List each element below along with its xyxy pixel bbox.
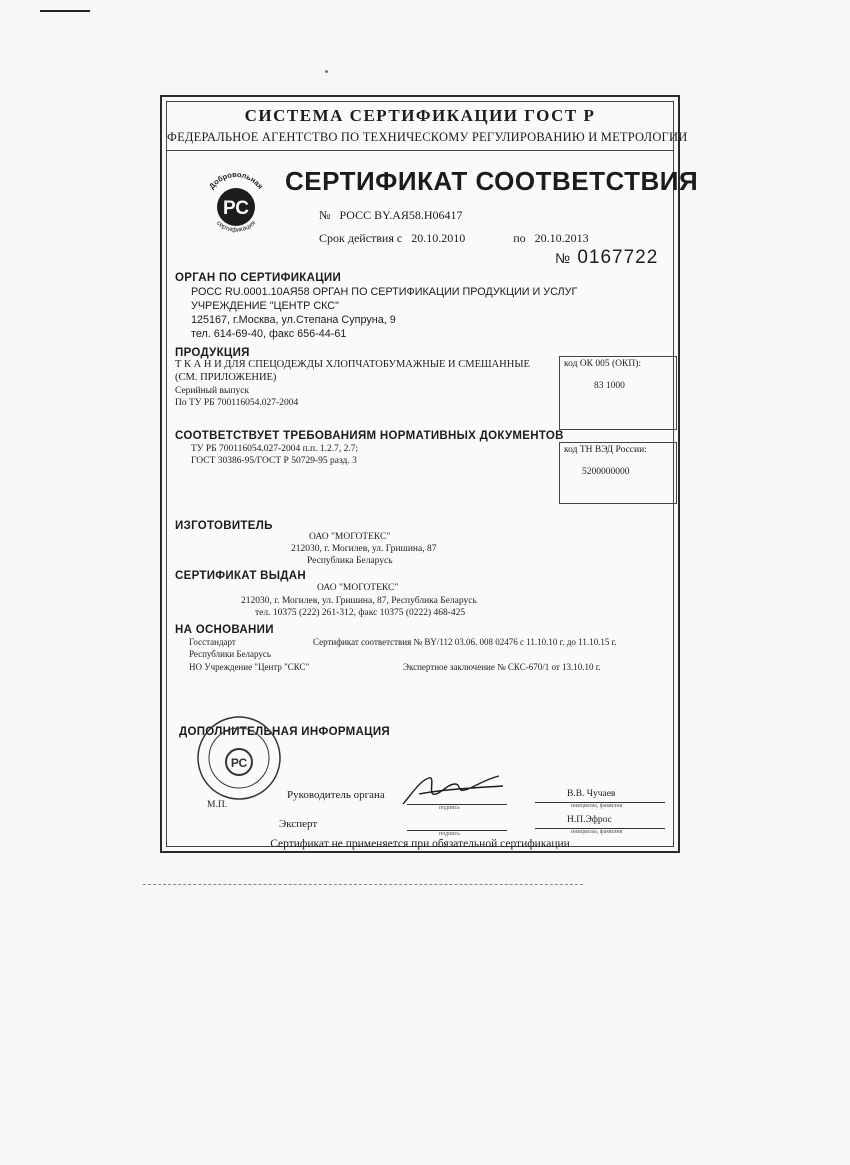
header-divider — [167, 150, 673, 151]
serial-number-line — [555, 247, 658, 269]
compliance-line-1: ТУ РБ 700116054.027-2004 п.п. 1.2.7, 2.7; — [191, 444, 359, 454]
scan-speck — [325, 70, 328, 73]
issued-to-phone: тел. 10375 (222) 261-312, факс 10375 (0222) 468-425 — [255, 608, 466, 618]
issued-to-name: ОАО "МОГОТЕКС" — [317, 583, 399, 593]
validity-to-label: по — [513, 231, 526, 245]
agency-title: ФЕДЕРАЛЬНОЕ АГЕНТСТВО ПО ТЕХНИЧЕСКОМУ РЕГУЛИРОВАНИЮ И МЕТРОЛОГИИ — [167, 130, 688, 144]
okp-code-box — [559, 356, 677, 430]
logo-bottom-text: сертификация — [215, 219, 257, 234]
product-line-2: (СМ. ПРИЛОЖЕНИЕ) — [175, 372, 277, 383]
product-line-1: Т К А Н И ДЛЯ СПЕЦОДЕЖДЫ ХЛОПЧАТОБУМАЖНЫЕ И СМЕШАННЫЕ — [175, 359, 530, 370]
stamp-label: М.П. — [207, 800, 228, 810]
certification-body-line-1: РОСС RU.0001.10АЯ58 ОРГАН ПО СЕРТИФИКАЦИИ ПРОДУКЦИИ И УСЛУГ — [191, 286, 578, 298]
tnved-code-value: 5200000000 — [582, 467, 630, 477]
basis-heading: НА ОСНОВАНИИ — [175, 624, 274, 636]
system-title: СИСТЕМА СЕРТИФИКАЦИИ ГОСТ Р — [244, 106, 596, 125]
okp-code-label: код ОК 005 (ОКП): — [564, 359, 642, 369]
compliance-line-2: ГОСТ 30386-95/ГОСТ Р 50729-95 разд. 3 — [191, 456, 357, 466]
product-line-4: По ТУ РБ 700116054.027-2004 — [175, 398, 299, 408]
manufacturer-name: ОАО "МОГОТЕКС" — [309, 532, 391, 542]
scan-edge-mark — [40, 10, 90, 12]
expert-name: Н.П.Эфрос — [567, 815, 612, 825]
basis-document-1: Сертификат соответствия № BY/112 03.06. 008 02476 с 11.10.10 г. до 11.10.15 г. — [313, 637, 617, 647]
validity-label: Срок действия с — [319, 231, 403, 245]
tnved-code-label: код ТН ВЭД России: — [564, 445, 647, 455]
product-heading: ПРОДУКЦИЯ — [175, 347, 250, 359]
certification-body-heading: ОРГАН ПО СЕРТИФИКАЦИИ — [175, 272, 342, 284]
expert-label: Эксперт — [279, 818, 318, 830]
serial-label: № — [555, 250, 572, 266]
certification-body-line-4: тел. 614-69-40, факс 656-44-61 — [191, 328, 347, 340]
compliance-heading: СООТВЕТСТВУЕТ ТРЕБОВАНИЯМ НОРМАТИВНЫХ ДОКУМЕНТОВ — [175, 430, 564, 442]
voluntary-certification-logo — [199, 168, 273, 242]
certificate-form — [160, 95, 699, 853]
manufacturer-address: 212030, г. Могилев, ул. Гришина, 87 — [291, 544, 437, 554]
valid-to: 20.10.2013 — [534, 231, 589, 245]
svg-text:Добровольная — [207, 170, 265, 191]
head-signature-stroke — [403, 776, 503, 804]
head-name: В.В. Чучаев — [567, 789, 616, 799]
logo-top-text: Добровольная — [207, 169, 265, 191]
head-signature-caption: подпись — [439, 805, 460, 811]
certificate-number-line — [319, 208, 463, 223]
tnved-code-box — [559, 442, 677, 504]
certification-body-line-2: УЧРЕЖДЕНИЕ "ЦЕНТР СКС" — [191, 300, 339, 312]
number-label: № — [319, 208, 331, 222]
basis-org-1-line-1: Госстандарт — [189, 637, 236, 647]
issued-to-heading: СЕРТИФИКАТ ВЫДАН — [175, 570, 307, 582]
expert-name-caption: инициалы, фамилия — [571, 829, 623, 835]
certification-body-line-3: 125167, г.Москва, ул.Степана Супруна, 9 — [191, 314, 396, 326]
product-line-3: Серийный выпуск — [175, 386, 250, 396]
basis-document-2: Экспертное заключение № СКС-670/1 от 13.10.10 г. — [403, 662, 601, 672]
basis-org-1-line-2: Республики Беларусь — [189, 649, 272, 659]
head-name-caption: инициалы, фамилия — [571, 803, 623, 809]
stamp-logo-mark: РС — [230, 756, 248, 770]
certification-stamp — [195, 714, 283, 802]
manufacturer-country: Республика Беларусь — [307, 556, 393, 566]
validity-line — [319, 231, 589, 246]
certificate-number: РОСС BY.АЯ58.Н06417 — [339, 208, 463, 222]
issued-to-address: 212030, г. Могилев, ул. Гришина, 87, Республика Беларусь — [241, 596, 477, 606]
footer-note: Сертификат не применяется при обязательной сертификации — [270, 838, 570, 850]
scan-bottom-dash — [143, 884, 583, 886]
manufacturer-heading: ИЗГОТОВИТЕЛЬ — [175, 520, 273, 532]
additional-info-heading: ДОПОЛНИТЕЛЬНАЯ ИНФОРМАЦИЯ — [179, 726, 390, 738]
certificate-title: СЕРТИФИКАТ СООТВЕТСТВИЯ — [285, 166, 699, 196]
head-label: Руководитель органа — [287, 789, 385, 801]
certificate-inner-frame — [166, 101, 699, 847]
okp-code-value: 83 1000 — [594, 381, 625, 391]
expert-signature-caption: подпись — [439, 831, 460, 837]
basis-org-2: НО Учреждение "Центр "СКС" — [189, 662, 310, 672]
valid-from: 20.10.2010 — [411, 231, 466, 245]
serial-number: 0167722 — [577, 247, 659, 268]
logo-mark: РС — [223, 198, 249, 219]
